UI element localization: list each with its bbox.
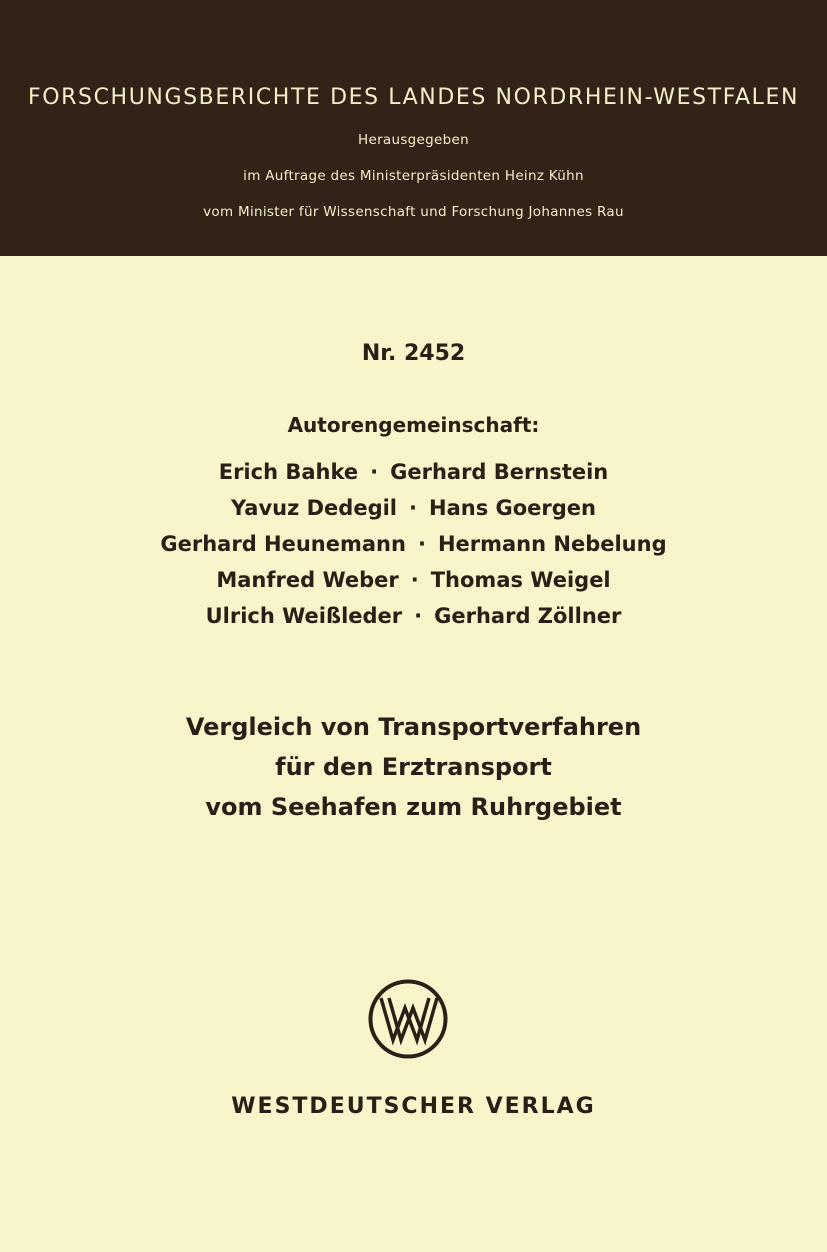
author-line bbox=[0, 568, 827, 592]
header-band bbox=[0, 0, 827, 256]
series-title: FORSCHUNGSBERICHTE DES LANDES NORDRHEIN-WESTFALEN bbox=[27, 85, 800, 110]
author-line bbox=[0, 496, 827, 520]
separator-dot: · bbox=[409, 496, 417, 520]
editor-line-1: Herausgegeben bbox=[358, 132, 469, 148]
separator-dot: · bbox=[417, 532, 426, 556]
authors-label: Autorengemeinschaft: bbox=[287, 413, 540, 437]
author-name: Gerhard Zöllner bbox=[434, 604, 622, 628]
book-title-line: für den Erztransport bbox=[275, 753, 552, 781]
author-line bbox=[0, 532, 827, 556]
author-name: Hans Goergen bbox=[429, 496, 596, 520]
author-name: Thomas Weigel bbox=[430, 568, 611, 592]
separator-dot: · bbox=[410, 568, 419, 592]
publisher-name: WESTDEUTSCHER VERLAG bbox=[231, 1094, 596, 1119]
author-name: Hermann Nebelung bbox=[437, 532, 667, 556]
author-name: Yavuz Dedegil bbox=[231, 496, 398, 520]
author-name: Gerhard Bernstein bbox=[390, 460, 609, 484]
separator-dot: · bbox=[370, 460, 379, 484]
separator-dot: · bbox=[414, 604, 423, 628]
author-name: Gerhard Heunemann bbox=[160, 532, 406, 556]
author-name: Manfred Weber bbox=[216, 568, 399, 592]
book-title-line: vom Seehafen zum Ruhrgebiet bbox=[205, 793, 622, 821]
author-name: Erich Bahke bbox=[218, 460, 359, 484]
report-number: Nr. 2452 bbox=[361, 341, 466, 366]
author-line bbox=[0, 604, 827, 628]
editor-line-2: im Auftrage des Ministerpräsidenten Heinz Kühn bbox=[243, 168, 584, 184]
book-title-line: Vergleich von Transportverfahren bbox=[185, 713, 642, 741]
author-name: Ulrich Weißleder bbox=[205, 604, 403, 628]
publisher-logo-icon bbox=[367, 978, 449, 1060]
editor-line-3: vom Minister für Wissenschaft und Forschung Johannes Rau bbox=[203, 204, 624, 220]
author-line bbox=[0, 460, 827, 484]
